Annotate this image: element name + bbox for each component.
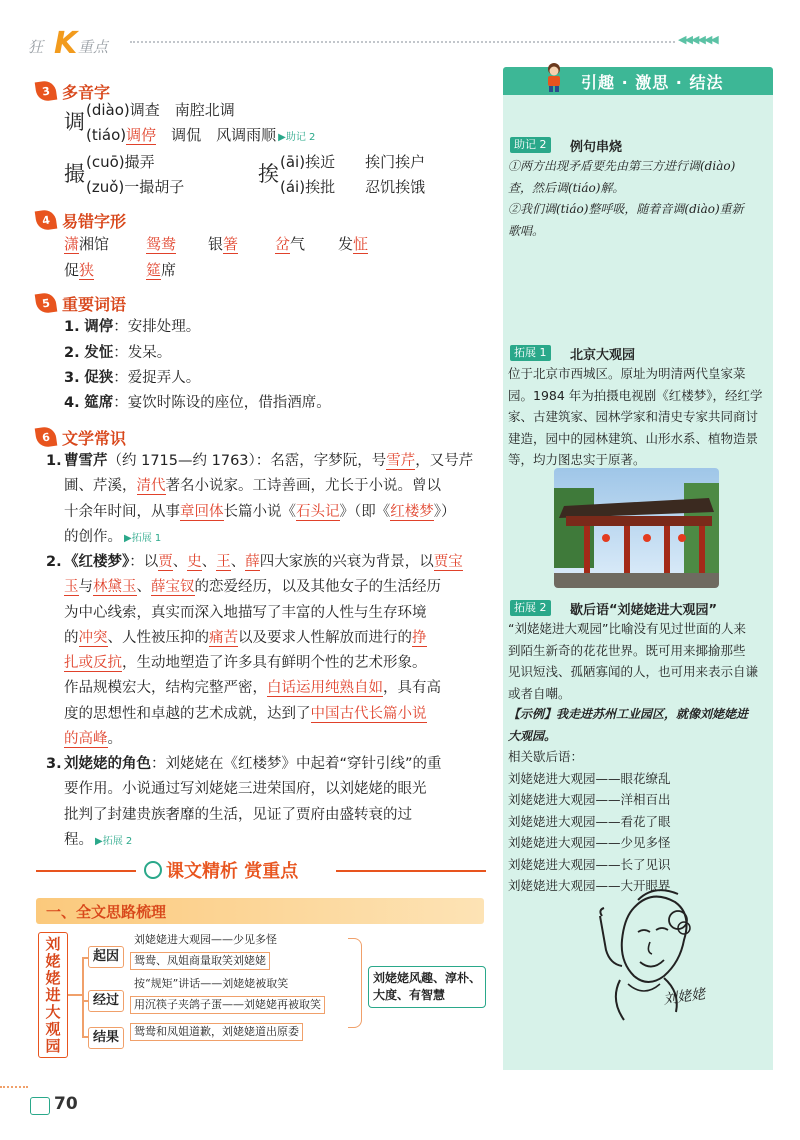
confusing-word: 潇湘馆: [64, 235, 110, 253]
polyphone-char: 挨: [258, 162, 279, 186]
brand-logo: [28, 26, 138, 61]
saying-item: 刘姥姥进大观园——大开眼界: [508, 878, 671, 893]
lit-paragraph-3: 3. 刘姥姥的角色：刘姥姥在《红楼梦》中起着“穿针引线”的重 要作用。小说通过写刘姥姥三进荣国府，以刘姥姥的眼光 批判了封建贵族奢靡的生活，见证了贾府由盛转衰的过 程。 ▶拓展 2: [46, 756, 442, 848]
polyphone-char: 撮: [64, 162, 85, 186]
extension-title: 歇后语“刘姥姥进大观园”: [570, 603, 718, 618]
header-divider: [130, 41, 675, 43]
footer-divider: [0, 1086, 28, 1088]
confusing-word: 发怔: [338, 235, 369, 253]
mindmap-branch-cause: 起因: [88, 946, 124, 968]
mindmap-connector: [82, 957, 84, 1037]
extension-tag: 拓展 1: [510, 345, 551, 361]
mindmap-leaf: 鸳鸯、凤姐商量取笑刘姥姥: [130, 952, 270, 970]
swirl-icon: [144, 861, 162, 879]
polyphone-char: 调: [64, 110, 85, 134]
extension-text: 位于北京市西城区。原址为明清两代皇家菜 园。1984 年为拍摄电视剧《红楼梦》，经红学 家、古建筑家、园林学家和清史专家共同商讨 建造，园中的园林建筑、山形水系、植物造景 等，均力图忠实于原著。: [508, 366, 763, 467]
student-figure-icon: [539, 61, 569, 93]
extension-title: 北京大观园: [570, 348, 636, 363]
confusing-word: 鸳鸯: [146, 235, 177, 253]
vocab-item: 3. 促狭：爱捉弄人。: [64, 370, 201, 386]
extension-tag: 拓展 2: [510, 600, 551, 616]
polyphone-reading: (tiáo)调停 调侃 风调雨顺 ▶助记 2: [86, 126, 316, 144]
saying-item: 刘姥姥进大观园——看花了眼: [508, 813, 671, 829]
mindmap-summary: 刘姥姥风趣、淳朴、大度、有智慧: [368, 966, 486, 1008]
liu-laolao-caricature: [580, 880, 720, 1030]
lit-paragraph-2: 2. 《红楼梦》：以贾、史、王、薛四大家族的兴衰为背景，以贾宝 玉与林黛玉、薛宝钗的恋爱经历，以及其他女子的生活经历 为中心线索，真实而深入地描写了丰富的人性与生存环境 的冲突、人性被压抑的痛苦以及要求人性解放而进行的挣 扎或反抗，生动地塑造了许多具有鲜明个性的艺术形象。 作品规模宏大，结构完整严密，白话运用纯熟自如，具有高 度的思想性和卓越的艺术成就，达到了中国古代长篇小说 的高峰。: [46, 554, 463, 748]
saying-item: 刘姥姥进大观园——洋相百出: [508, 792, 671, 807]
saying-item: 刘姥姥进大观园——长了见识: [508, 856, 671, 872]
mindmap-leaf: 用沉筷子夹鸽子蛋——刘姥姥再被取笑: [130, 996, 325, 1014]
polyphone-reading: (āi)挨近 挨门挨户: [280, 153, 426, 171]
side-panel-header: [503, 67, 773, 95]
lit-paragraph-1: 1. 曹雪芹（约 1715—约 1763）：名霑，字梦阮，号雪芹，又号芹 圃、芹溪，清代著名小说家。工诗善画，尤长于小说。曾以 十余年时间，从事章回体长篇小说《石头记》（即《红楼梦》） 的创作。 ▶拓展 1: [46, 453, 474, 545]
header-arrows-icon: ◀◀◀◀◀◀: [678, 33, 717, 46]
page-number: 70: [30, 1094, 84, 1118]
banner-line-left: [36, 870, 136, 872]
svg-text:刘姥姥: 刘姥姥: [662, 986, 707, 1008]
mindmap-root: 刘姥姥进大观园: [38, 932, 68, 1058]
banner-title: 课文精析 赏重点: [166, 861, 299, 882]
extension-link[interactable]: ▶拓展 2: [95, 835, 133, 847]
extension-example: 【示例】我走进苏州工业园区，就像刘姥姥进 大观园。: [508, 707, 749, 743]
logo-k: K: [54, 26, 78, 61]
section-polyphones-title: 3 多音字: [36, 79, 110, 103]
side-panel-title: 引趣 · 激思 · 结法: [581, 73, 724, 92]
confusing-word: 筵席: [146, 261, 177, 279]
memory-title: 例句串烧: [570, 140, 623, 155]
mindmap-leaf: 鸳鸯和凤姐道歉，刘姥姥道出原委: [130, 1023, 303, 1041]
polyphone-reading: (ái)挨批 忍饥挨饿: [280, 178, 426, 196]
mindmap-branch-process: 经过: [88, 990, 124, 1012]
hint-link[interactable]: ▶助记 2: [278, 132, 316, 143]
section-confusing-title: 4 易错字形: [36, 208, 126, 232]
vocab-item: 4. 筵席：宴饮时陈设的座位，借指酒席。: [64, 395, 331, 411]
section-banner: [36, 857, 486, 885]
saying-item: 刘姥姥进大观园——少见多怪: [508, 835, 671, 850]
confusing-word: 银箸: [208, 235, 239, 253]
grand-view-garden-photo: [554, 468, 719, 588]
leaf-number-icon: 3: [35, 80, 58, 103]
leaf-number-icon: 5: [35, 292, 58, 315]
polyphone-reading: (diào)调查 南腔北调: [86, 101, 235, 119]
vocab-item: 2. 发怔：发呆。: [64, 345, 172, 361]
book-icon: [30, 1097, 50, 1115]
extension-link[interactable]: ▶拓展 1: [124, 532, 162, 544]
confusing-word: 促狭: [64, 261, 95, 279]
mindmap-leaf: 刘姥姥进大观园——少见多怪: [134, 933, 277, 946]
vocab-item: 1. 调停：安排处理。: [64, 319, 201, 335]
leaf-number-icon: 6: [35, 426, 58, 449]
section-literature-title: 6 文学常识: [36, 425, 126, 449]
logo-left: 狂: [28, 38, 44, 56]
subsection-bar: [36, 898, 484, 924]
mindmap-branch-result: 结果: [88, 1027, 124, 1049]
confusing-word: 岔气: [275, 235, 306, 253]
memory-examples: ①两方出现矛盾要先由第三方进行调(diào) 查，然后调(tiáo)解。 ②我们调(tiáo)整呼吸，随着音调(diào)重新 歌唱。: [508, 159, 744, 238]
subsection-title: 一、全文思路梳理: [46, 903, 167, 921]
logo-right: 重点: [78, 38, 109, 56]
extension-text: “刘姥姥进大观园”比喻没有见过世面的人来 到陌生新奇的花花世界。既可用来揶揄那些 见识短浅、孤陋寡闻的人，也可用来表示自谦 或者自嘲。: [508, 621, 759, 701]
memory-tag: 助记 2: [510, 137, 551, 153]
banner-line-right: [336, 870, 486, 872]
leaf-number-icon: 4: [35, 209, 58, 232]
section-vocab-title: 5 重要词语: [36, 291, 126, 315]
mindmap-connector: [68, 994, 82, 996]
polyphone-reading: (zuǒ)一撮胡子: [86, 178, 185, 196]
mindmap-leaf: 按“规矩”讲话——刘姥姥被取笑: [134, 977, 289, 990]
polyphone-reading: (cuō)撮弄: [86, 153, 155, 171]
related-sayings: 相关歇后语： 刘姥姥进大观园——眼花缭乱 刘姥姥进大观园——洋相百出 刘姥姥进大观园——看花了眼 刘姥姥进大观园——少见多怪 刘姥姥进大观园——长了见识 刘姥姥进大观园——大开眼界: [508, 746, 770, 897]
mindmap-brace: [348, 938, 362, 1028]
saying-item: 刘姥姥进大观园——眼花缭乱: [508, 770, 671, 786]
